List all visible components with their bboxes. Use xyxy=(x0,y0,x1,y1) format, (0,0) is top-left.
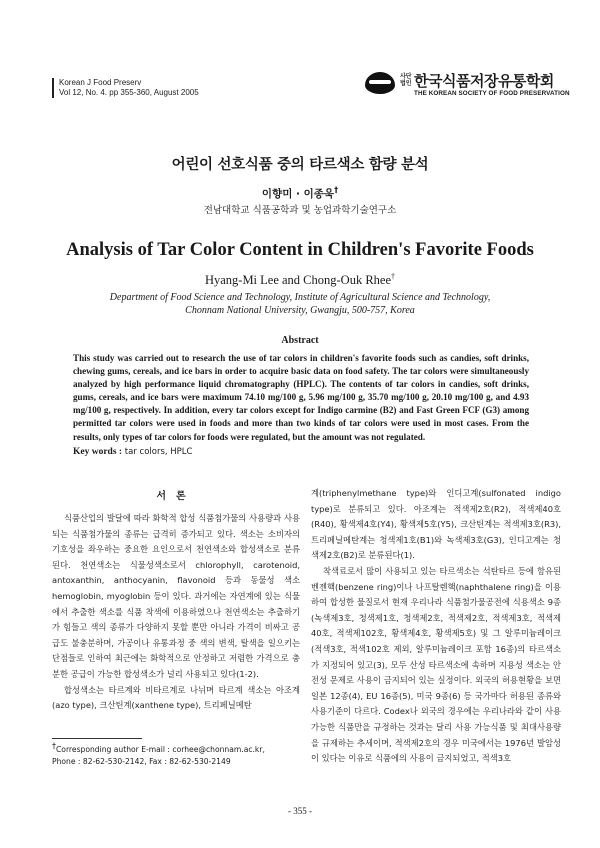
affiliation-english xyxy=(0,291,600,317)
affiliation-english-line: Department of Food Science and Technology, Institute of Agricultural Science and Technology, xyxy=(109,292,491,303)
corresponding-mark: † xyxy=(334,185,339,195)
journal-name: Korean J Food Preserv xyxy=(59,78,142,87)
footnote-line xyxy=(52,741,302,756)
corresponding-author-footnote xyxy=(52,741,302,768)
journal-volume: Vol 12, No. 4. pp 355-360, August 2005 xyxy=(59,88,199,97)
abstract-heading: Abstract xyxy=(281,335,319,346)
society-abbreviation: 사단법인 xyxy=(400,73,412,87)
society-header xyxy=(365,70,570,100)
affiliation-korean: 전남대학교 식품공학과 및 농업과학기술연구소 xyxy=(203,205,397,216)
authors-korean-names: 이향미 · 이종욱 xyxy=(261,188,335,200)
keywords-label: Key words : xyxy=(73,447,123,457)
footnote-divider xyxy=(52,738,142,739)
corresponding-mark: † xyxy=(391,271,396,281)
body-column-right xyxy=(311,486,561,767)
abstract-body: This study was carried out to research the use of tar colors in children's favorite foods such as candies, soft drinks, chewing gums, cereals, and ice bars in order to acquire basic data on food safety. The tar colors were simultaneously analyzed by high performance liquid chromatography (HPLC). The contents of tar colors in candies, soft drinks, gums, cereals, and ice bars were maximum 74.10 mg/100 g, 5.96 mg/100 g, 35.70 mg/100 g, 20.10 mg/100 g, and 4.93 mg/100 g, respectively. In addition, every tar colors except for Indigo carmine (B2) and Fast Green FCF (G3) among permitted tar colors were used in foods and more than two kinds of tar colors were used in most cases. From the results, only types of tar colors for foods were regulated, but the amount was not regulated. xyxy=(73,353,529,442)
authors-english xyxy=(0,273,600,288)
title-korean: 어린이 선호식품 중의 타르색소 함량 분석 xyxy=(171,157,429,173)
keywords xyxy=(73,447,192,457)
footnote-phone: Phone : 82-62-530-2142, Fax : 82-62-530-2149 xyxy=(52,757,231,766)
journal-citation xyxy=(52,78,199,98)
authors-english-names: Hyang-Mi Lee and Chong-Ouk Rhee xyxy=(204,273,392,287)
page-number: - 355 - xyxy=(288,806,312,816)
society-name-korean: 한국식품저장유통학회 xyxy=(414,72,554,90)
keywords-text: tar colors, HPLC xyxy=(122,447,193,457)
body-paragraph: 식품산업의 발달에 따라 화학적 합성 식품첨가물의 사용량과 사용되는 식품첨가물의 종류는 급격히 증가되고 있다. 색소는 소비자의 기호성을 좌우하는 중요한 요인으로서 천연색소와 합성색소로 분류된다. 천연색소는 식물성색소로서 chlorophyll, carotenoid, antoxanthin, anthocyanin, flavonoid 등과 동물성 색소 hemoglobin, myoglobin 등이 있다. 과거에는 자연계에 있는 식물에서 추출한 색소를 식품 착색에 이용하였으나 천연색소는 추출하기가 힘들고 색의 종류가 다양하지 못할 뿐만 아니라 가격이 비싸고 공급도 불충분하며, 가공이나 유통과정 중 색의 변색, 탈색을 일으키는 단점들로 인하여 최근에는 화학적으로 안정하고 저렴한 가격으로 충분한 공급이 가능한 합성색소가 널리 사용되고 있다(1-2). xyxy=(52,513,300,679)
section-heading-introduction: 서론 xyxy=(156,491,196,502)
society-logo-icon xyxy=(365,72,395,94)
footnote-email: Corresponding author E-mail : corhee@chonnam.ac.kr, xyxy=(56,745,265,754)
body-paragraph: 계(triphenylmethane type)와 인디고계(sulfonated indigo type)로 분류되고 있다. 아조계는 적색제2호(R2), 적색제40호(R40), 황색제4호(Y4), 황색제5호(Y5), 크산틴계는 적색제3호(R3), 트리페닐메탄계는 청색제1호(B1)와 녹색제3호(G3), 인디고계는 청색제2호(B2)로 분류된다(1). xyxy=(311,488,561,561)
footnote-mark: † xyxy=(52,741,56,751)
body-paragraph: 합성색소는 타르계와 비타르계로 나뉘며 타르계 색소는 아조계(azo type), 크산틴계(xanthene type), 트리페닐메탄 xyxy=(52,684,300,711)
body-paragraph: 착색료로서 많이 사용되고 있는 타르색소는 석탄타르 등에 함유된 벤젠핵(benzene ring)이나 나프탈렌핵(naphthalene ring)을 이용하여 합성한 물질로서 현재 우리나라 식품첨가물공전에 식용색소 9종 (녹색제3호, 청색제1호, 청색제2호, 적색제2호, 적색제3호, 적색제40호, 적색제102호, 황색제4호, 황색제5호) 및 그 알루미늄레이크(적색3호, 적색102호 제외, 알루미늄레이크 포함 16종)의 타르색소가 지정되어 있고(3), 모두 산성 타르색소에 속하며 지용성 색소는 안전성 문제로 사용이 금지되어 있는 실정이다. 외국의 허용현황을 보면 일본 12종(4), EU 16종(5), 미국 9종(6) 등 국가마다 허용된 종류와 사용기준이 다르다. Codex나 외국의 경우에는 우리나라와 같이 사용 가능한 식품만을 규정하는 것과는 달리 사용 가능식품 및 최대사용량을 규제하는 추세이며, 적색제2호의 경우 미국에서는 1976년 발암성이 있다는 이유로 식품에의 사용이 금지되었고, 적색3호 xyxy=(311,565,561,764)
authors-korean xyxy=(0,186,600,201)
society-name-english: THE KOREAN SOCIETY OF FOOD PRESERVATION xyxy=(414,90,570,97)
title-english: Analysis of Tar Color Content in Children's Favorite Foods xyxy=(66,240,534,260)
body-column-left xyxy=(52,511,300,714)
affiliation-english-line: Chonnam National University, Gwangju, 500-757, Korea xyxy=(185,305,415,316)
